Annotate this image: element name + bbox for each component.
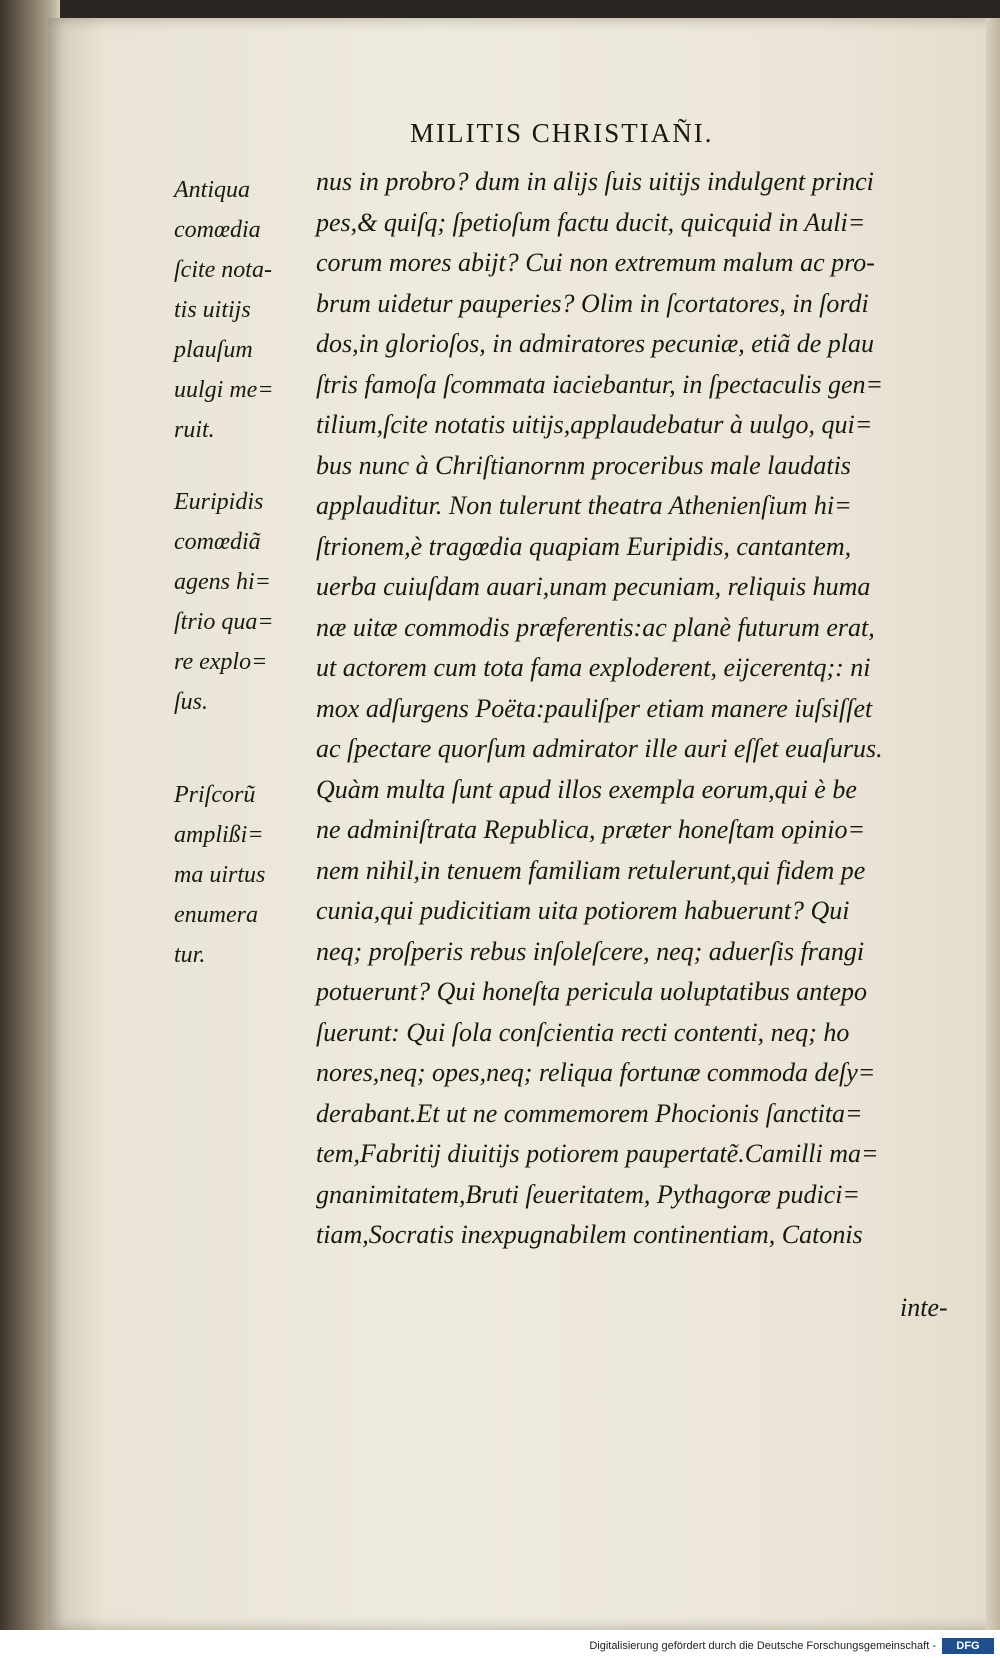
catchword: inte- — [900, 1293, 948, 1322]
text-line: dos,in glorioſos, in admiratores pecuniæ, etiã de plau — [316, 329, 875, 358]
text-line: tem,Fabritij diuitijs potiorem paupertatẽ.Camilli ma= — [316, 1139, 879, 1168]
text-line: nores,neq; opes,neq; reliqua fortunæ commoda deſy= — [316, 1058, 876, 1087]
text-line: gnanimitatem,Bruti ſeueritatem, Pythagoræ pudici= — [316, 1179, 860, 1209]
text-line: derabant.Et ut ne commemorem Phocionis ſanctita= — [316, 1098, 863, 1128]
text-line: mox adſurgens Poëta:pauliſper etiam manere iuſsiſſet — [316, 693, 873, 723]
text-line: Quàm multa ſunt apud illos exempla eorum,qui è be — [316, 774, 857, 804]
marginal-note: Antiqua comœdia ſcite nota- tis uitijs plauſum uulgi me= ruit. — [174, 177, 274, 443]
marginal-note: Priſcorũ amplißi= ma uirtus enumera tur. — [174, 782, 266, 968]
text-line: ut actorem cum tota fama exploderent, eijcerentq;: ni — [316, 653, 871, 682]
text-line: applauditur. Non tulerunt theatra Athenienſium hi= — [316, 491, 852, 520]
running-header: MILITIS CHRISTIAÑI. — [410, 118, 714, 148]
text-line: nus in probro? dum in alijs ſuis uitijs indulgent princi — [316, 167, 874, 196]
text-line: ſuerunt: Qui ſola conſcientia recti contenti, neq; ho — [316, 1017, 850, 1047]
text-line: tiam,Socratis inexpugnabilem continentiam, Catonis — [316, 1220, 863, 1249]
text-line: uerba cuiuſdam auari,unam pecuniam, reliquis huma — [316, 572, 871, 601]
text-line: ac ſpectare quorſum admirator ille auri eſſet euaſurus. — [316, 734, 883, 763]
text-line: ſtris famoſa ſcommata iaciebantur, in ſpectaculis gen= — [316, 369, 884, 399]
text-line: ſtrionem,è tragœdia quapiam Euripidis, cantantem, — [316, 531, 852, 561]
marginal-note: Euripidis comœdiã agens hi= ſtrio qua= re explo= ſus. — [174, 489, 274, 715]
text-line: corum mores abijt? Cui non extremum malum ac pro- — [316, 248, 875, 277]
text-line: cunia,qui pudicitiam uita potiorem habuerunt? Qui — [316, 896, 850, 925]
text-line: pes,& quiſq; ſpetioſum factu ducit, quicquid in Auli= — [316, 207, 866, 237]
main-text — [316, 162, 966, 1256]
text-line: næ uitæ commodis præferentis:ac planè futurum erat, — [316, 612, 875, 642]
page-right-edge — [986, 18, 1000, 1630]
text-line: nem nihil,in tenuem familiam retulerunt,qui fidem pe — [316, 855, 866, 885]
text-line: ne adminiſtrata Republica, præter honeſtam opinio= — [316, 815, 866, 844]
text-line: bus nunc à Chriſtianornm proceribus male laudatis — [316, 450, 851, 480]
text-line: potuerunt? Qui honeſta pericula uoluptatibus antepo — [316, 977, 868, 1006]
text-line: neq; proſperis rebus inſoleſcere, neq; aduerſis frangi — [316, 936, 865, 966]
text-line: tilium,ſcite notatis uitijs,applaudebatur à uulgo, qui= — [316, 410, 873, 439]
text-line: brum uidetur pauperies? Olim in ſcortatores, in ſordi — [316, 288, 869, 318]
dfg-logo: DFG — [942, 1638, 994, 1654]
digitization-credit: Digitalisierung gefördert durch die Deutsche Forschungsgemeinschaft - — [589, 1640, 936, 1652]
